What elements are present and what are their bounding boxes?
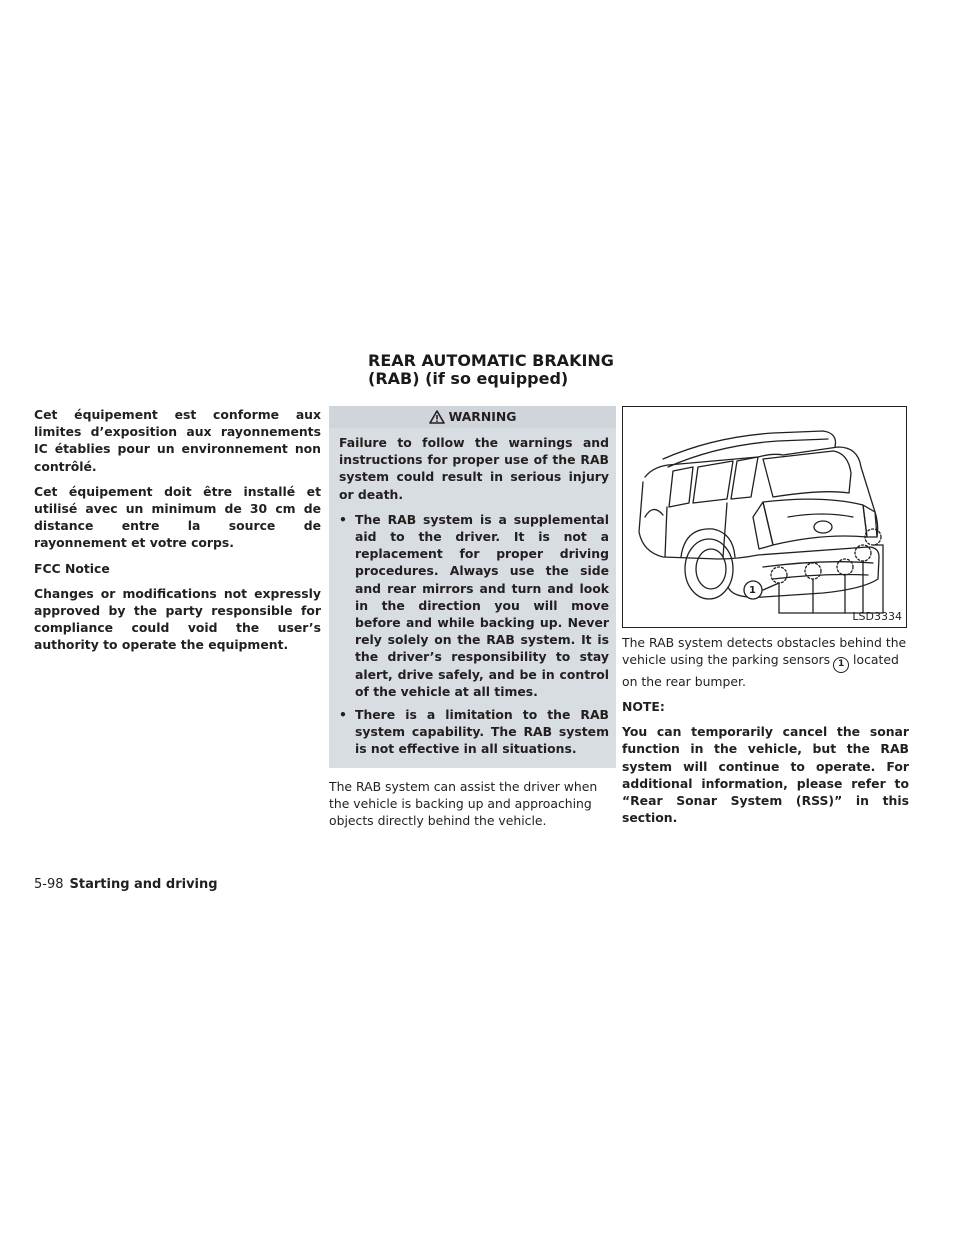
warning-bullet-text: The RAB system is a supplemental aid to the driver. It is not a replacement for proper driving procedures. Always use the side and rear mirrors and turn and look in the direction you will move before and while backing up. Never rely solely on the RAB system. It is the driver’s responsibility to stay alert, drive safely, and be in control of the vehicle at all times. (355, 511, 609, 699)
warning-box (329, 406, 616, 768)
bullet-marker: • (339, 707, 347, 723)
vehicle-rear-illustration (623, 407, 906, 627)
fcc-paragraph: Changes or modifications not expressly approved by the party responsible for compliance could void the user’s authority to operate the equipment. (34, 585, 321, 653)
warning-label: WARNING (448, 409, 517, 425)
callout-1-icon: 1 (833, 657, 849, 673)
chapter-title: Starting and driving (69, 877, 218, 892)
fcc-heading: FCC Notice (34, 560, 110, 576)
sensor-description (622, 634, 909, 690)
figure-callout-1: 1 (749, 585, 756, 596)
section-title: REAR AUTOMATIC BRAKING (RAB) (if so equipped) (368, 351, 614, 388)
warning-bullet-text: There is a limitation to the RAB system capability. The RAB system is not effective in all situations. (355, 707, 609, 757)
sensor-description-text-end: located on the rear bumper. (622, 652, 899, 689)
column-right (622, 406, 909, 834)
page-number: 5-98 (34, 877, 64, 892)
rab-description: The RAB system can assist the driver when the vehicle is backing up and approaching objects directly behind the vehicle. (329, 778, 598, 829)
note-label: NOTE: (622, 699, 665, 714)
french-paragraph-2: Cet équipement doit être installé et utilisé avec un minimum de 30 cm de distance entre la source de rayonnement et votre corps. (34, 483, 321, 551)
warning-triangle-icon (429, 410, 445, 424)
vehicle-figure (622, 406, 907, 628)
note-text: You can temporarily cancel the sonar function in the vehicle, but the RAB system will continue to operate. For additional information, please refer to “Rear Sonar System (RSS)” in this section. (622, 724, 909, 826)
warning-bullet (339, 511, 609, 700)
column-middle (329, 406, 616, 837)
bullet-marker: • (339, 511, 347, 527)
sensor-description-text: The RAB system detects obstacles behind the vehicle using the parking sensors (622, 635, 907, 668)
figure-code: LSD3334 (852, 609, 902, 623)
warning-header (329, 406, 616, 428)
page-footer (34, 877, 218, 892)
warning-bullet (339, 706, 609, 758)
french-paragraph-1: Cet équipement est conforme aux limites d’exposition aux rayonnements IC établies pour un environnement non contrôlé. (34, 407, 321, 474)
column-left (34, 406, 321, 662)
warning-intro: Failure to follow the warnings and instructions for proper use of the RAB system could result in serious injury or death. (339, 435, 609, 502)
